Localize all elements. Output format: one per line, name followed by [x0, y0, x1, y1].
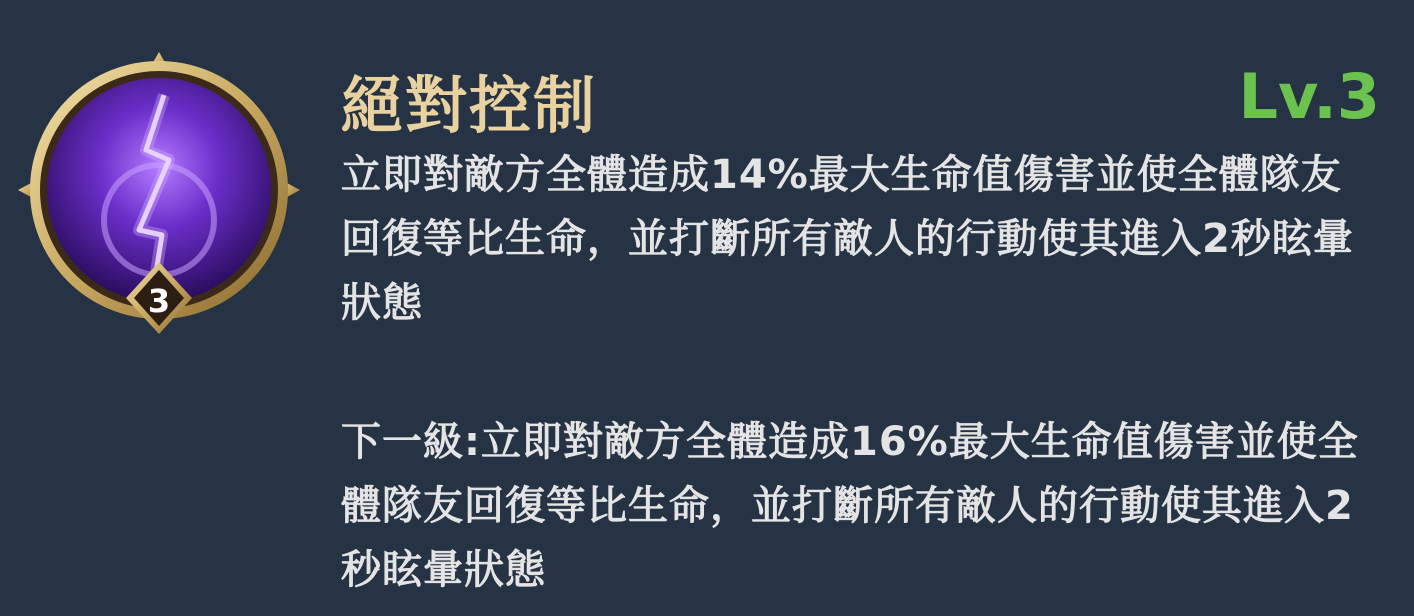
- skill-level: Lv.3: [1238, 60, 1380, 133]
- skill-description: 立即對敵方全體造成14%最大生命值傷害並使全體隊友回復等比生命，並打斷所有敵人的行動使其進入2秒眩暈狀態: [341, 152, 1354, 326]
- skill-icon: [14, 50, 304, 340]
- next-level-description: 下一級:立即對敵方全體造成16%最大生命值傷害並使全體隊友回復等比生命，並打斷所有敵人的行動使其進入2秒眩暈狀態: [341, 419, 1359, 593]
- lightning-orb-icon: [14, 50, 304, 340]
- skill-name: 絕對控制: [341, 69, 598, 142]
- rank-badge: 3: [147, 282, 171, 320]
